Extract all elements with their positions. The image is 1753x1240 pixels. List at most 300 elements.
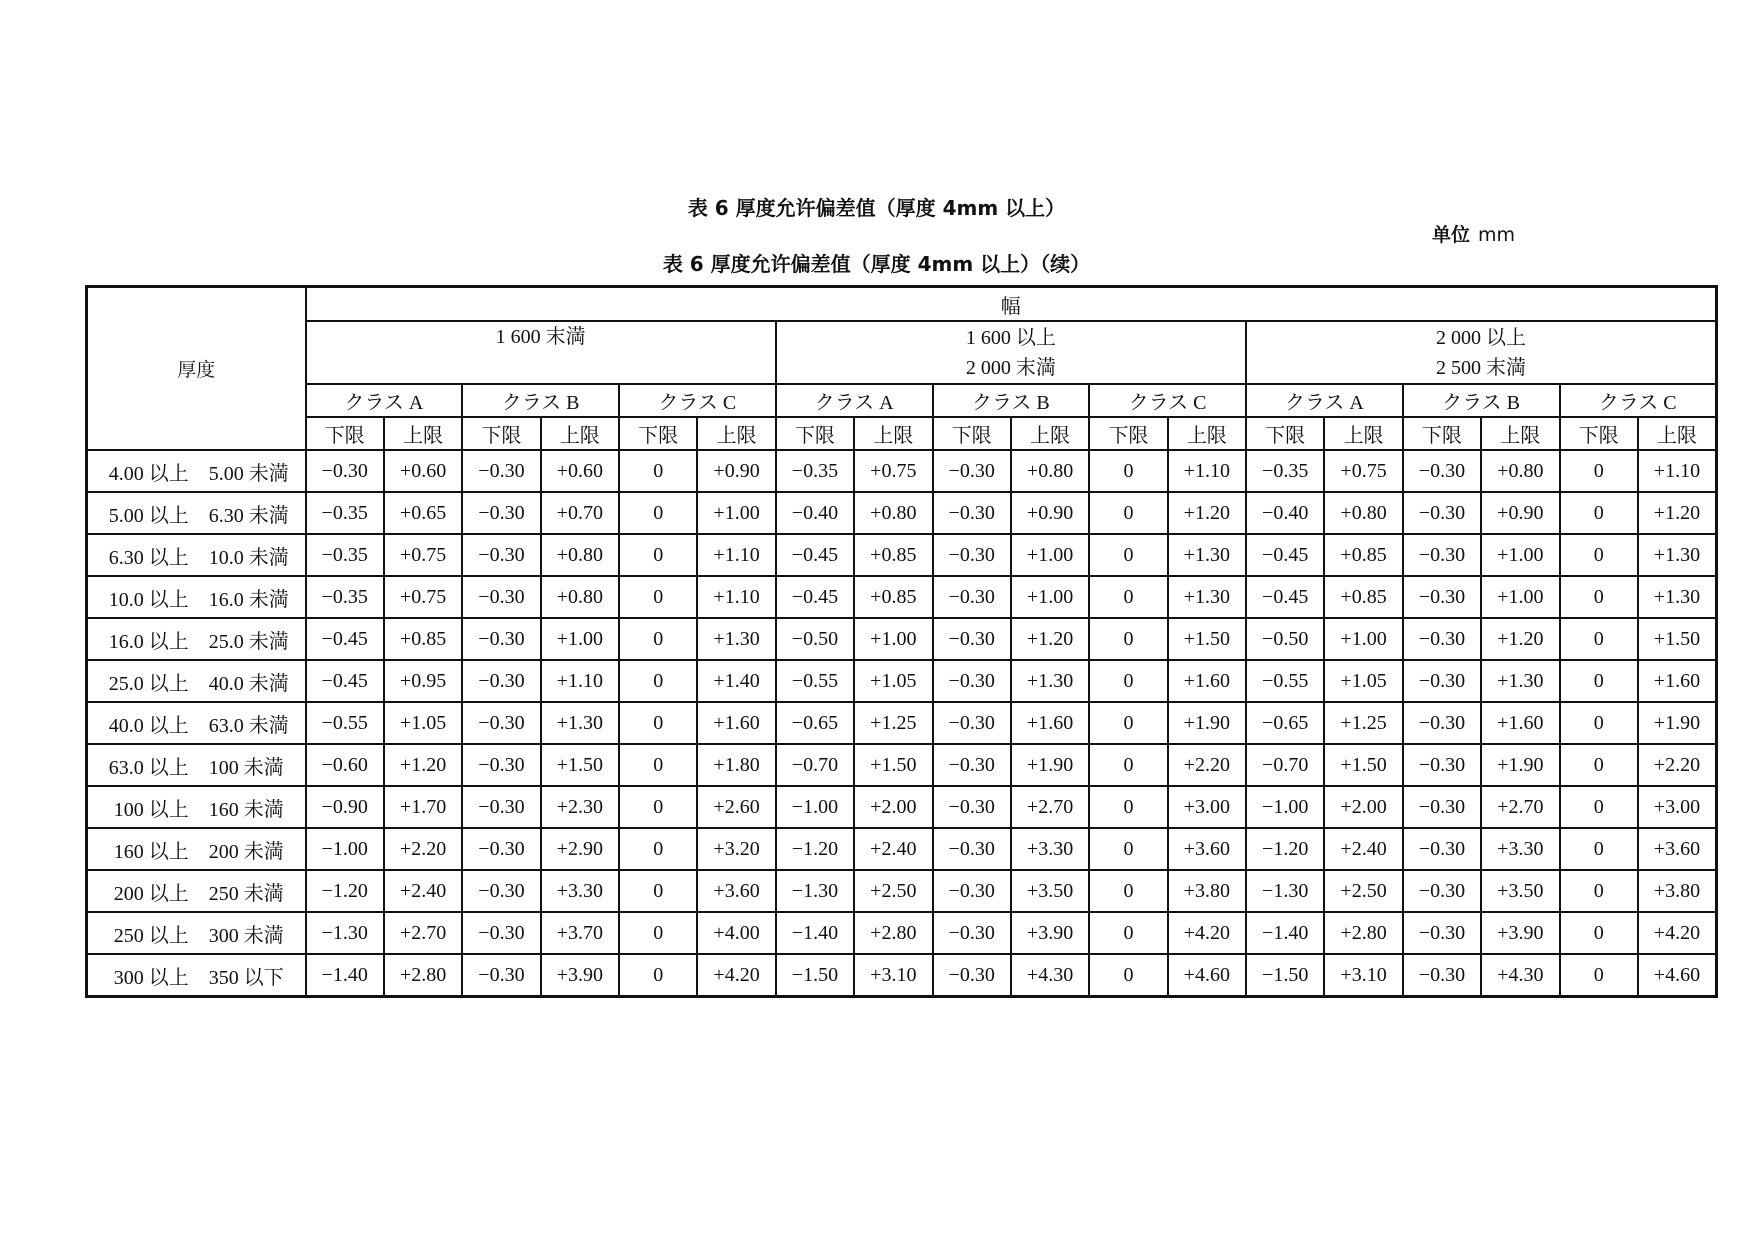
class-header: クラス B [462, 384, 619, 417]
lower-limit-cell: 0 [619, 618, 697, 660]
lower-limit-cell: −0.50 [1246, 618, 1324, 660]
upper-limit-cell: +2.80 [384, 954, 462, 997]
lower-limit-cell: 0 [1560, 534, 1638, 576]
upper-limit-cell: +1.20 [1638, 492, 1717, 534]
lower-limit-cell: −0.45 [1246, 576, 1324, 618]
class-header: クラス C [1560, 384, 1717, 417]
thickness-to: 5.00 未満 [208, 462, 289, 485]
lower-limit-cell: −0.30 [1403, 702, 1481, 744]
lower-limit-cell: −0.30 [933, 912, 1011, 954]
lower-limit-cell: −1.40 [306, 954, 384, 997]
width-group-header [776, 321, 1246, 384]
thickness-to: 300 未満 [208, 924, 284, 947]
lower-limit-cell: 0 [1089, 744, 1167, 786]
unit-caption: 单位 [1432, 224, 1471, 246]
lower-limit-cell: 0 [619, 786, 697, 828]
upper-limit-cell: +2.40 [1324, 828, 1402, 870]
lower-limit-cell: −0.60 [306, 744, 384, 786]
lower-limit-cell: −0.45 [306, 618, 384, 660]
lower-limit-cell: −1.30 [1246, 870, 1324, 912]
upper-limit-cell: +3.20 [697, 828, 775, 870]
lower-limit-cell: 0 [1560, 870, 1638, 912]
upper-limit-cell: +3.30 [1011, 828, 1089, 870]
lower-limit-cell: 0 [1560, 912, 1638, 954]
table-row [87, 576, 1717, 618]
class-header: クラス B [933, 384, 1090, 417]
thickness-from: 300 以上 [113, 966, 189, 989]
table-row [87, 450, 1717, 492]
upper-limit-cell: +1.40 [697, 660, 775, 702]
unit-label [1432, 220, 1515, 247]
lower-limit-cell: −0.30 [306, 450, 384, 492]
upper-limit-cell: +3.60 [1638, 828, 1717, 870]
lower-limit-cell: −1.50 [776, 954, 854, 997]
lower-limit-header: 下限 [1089, 417, 1167, 450]
upper-limit-cell: +3.00 [1168, 786, 1246, 828]
upper-limit-cell: +3.70 [541, 912, 619, 954]
upper-limit-cell: +1.05 [384, 702, 462, 744]
thickness-to: 25.0 未満 [208, 630, 289, 653]
lower-limit-cell: 0 [1089, 828, 1167, 870]
lower-limit-cell: −0.30 [1403, 744, 1481, 786]
thickness-from: 25.0 以上 [108, 672, 189, 695]
upper-limit-cell: +0.80 [541, 576, 619, 618]
upper-limit-cell: +1.30 [541, 702, 619, 744]
lower-limit-cell: 0 [619, 702, 697, 744]
thickness-range [87, 660, 306, 702]
upper-limit-cell: +1.30 [697, 618, 775, 660]
lower-limit-cell: −0.35 [306, 576, 384, 618]
thickness-range [87, 954, 306, 997]
upper-limit-cell: +3.90 [1011, 912, 1089, 954]
thickness-from: 100 以上 [113, 798, 189, 821]
lower-limit-cell: 0 [619, 492, 697, 534]
lower-limit-cell: −0.30 [462, 450, 540, 492]
upper-limit-cell: +0.70 [541, 492, 619, 534]
upper-limit-cell: +2.70 [384, 912, 462, 954]
upper-limit-header: 上限 [1011, 417, 1089, 450]
upper-limit-cell: +0.80 [541, 534, 619, 576]
upper-limit-cell: +0.90 [1481, 492, 1559, 534]
upper-limit-cell: +0.90 [697, 450, 775, 492]
lower-limit-cell: −0.35 [306, 492, 384, 534]
upper-limit-cell: +3.30 [1481, 828, 1559, 870]
lower-limit-cell: −0.30 [462, 828, 540, 870]
lower-limit-cell: 0 [619, 744, 697, 786]
lower-limit-cell: 0 [1560, 702, 1638, 744]
lower-limit-cell: 0 [1560, 450, 1638, 492]
table-row [87, 870, 1717, 912]
upper-limit-cell: +1.90 [1481, 744, 1559, 786]
lower-limit-cell: −0.30 [1403, 450, 1481, 492]
lower-limit-cell: −0.65 [776, 702, 854, 744]
upper-limit-cell: +0.85 [384, 618, 462, 660]
lower-limit-cell: −0.40 [776, 492, 854, 534]
lower-limit-cell: 0 [619, 450, 697, 492]
upper-limit-header: 上限 [854, 417, 932, 450]
lower-limit-cell: 0 [1089, 954, 1167, 997]
upper-limit-cell: +2.00 [1324, 786, 1402, 828]
table-row [87, 744, 1717, 786]
class-header: クラス B [1403, 384, 1560, 417]
thickness-from: 10.0 以上 [108, 588, 189, 611]
lower-limit-cell: −1.00 [776, 786, 854, 828]
upper-limit-cell: +2.80 [1324, 912, 1402, 954]
upper-limit-cell: +0.75 [854, 450, 932, 492]
width-group-header [306, 321, 776, 384]
upper-limit-cell: +2.50 [854, 870, 932, 912]
lower-limit-cell: −0.45 [306, 660, 384, 702]
lower-limit-cell: −0.30 [462, 786, 540, 828]
upper-limit-cell: +1.10 [697, 576, 775, 618]
lower-limit-cell: −0.30 [1403, 828, 1481, 870]
class-header: クラス C [619, 384, 776, 417]
upper-limit-cell: +0.85 [1324, 534, 1402, 576]
upper-limit-header: 上限 [1481, 417, 1559, 450]
upper-limit-cell: +1.00 [854, 618, 932, 660]
lower-limit-cell: −0.30 [462, 702, 540, 744]
lower-limit-cell: −0.30 [933, 744, 1011, 786]
width-group-line1: 2 000 以上 [1436, 326, 1526, 349]
upper-limit-cell: +2.50 [1324, 870, 1402, 912]
table-row [87, 786, 1717, 828]
upper-limit-cell: +3.90 [1481, 912, 1559, 954]
upper-limit-header: 上限 [1638, 417, 1717, 450]
upper-limit-cell: +1.60 [697, 702, 775, 744]
lower-limit-cell: −0.35 [776, 450, 854, 492]
upper-limit-cell: +1.10 [541, 660, 619, 702]
upper-limit-cell: +1.10 [1168, 450, 1246, 492]
upper-limit-cell: +1.10 [1638, 450, 1717, 492]
thickness-range [87, 912, 306, 954]
lower-limit-cell: −0.30 [933, 492, 1011, 534]
upper-limit-cell: +1.10 [697, 534, 775, 576]
upper-limit-cell: +1.90 [1011, 744, 1089, 786]
upper-limit-cell: +1.90 [1168, 702, 1246, 744]
lower-limit-header: 下限 [306, 417, 384, 450]
upper-limit-cell: +3.10 [854, 954, 932, 997]
lower-limit-cell: −0.45 [776, 576, 854, 618]
lower-limit-header: 下限 [462, 417, 540, 450]
upper-limit-cell: +1.50 [541, 744, 619, 786]
lower-limit-cell: −0.35 [306, 534, 384, 576]
lower-limit-cell: 0 [619, 576, 697, 618]
thickness-to: 10.0 未満 [208, 546, 289, 569]
lower-limit-header: 下限 [1560, 417, 1638, 450]
upper-limit-cell: +3.90 [541, 954, 619, 997]
upper-limit-cell: +3.50 [1011, 870, 1089, 912]
upper-limit-cell: +1.60 [1481, 702, 1559, 744]
lower-limit-cell: 0 [1560, 576, 1638, 618]
table-row [87, 702, 1717, 744]
upper-limit-cell: +4.20 [697, 954, 775, 997]
lower-limit-cell: −0.30 [1403, 534, 1481, 576]
unit-value: mm [1478, 224, 1516, 246]
lower-limit-header: 下限 [1246, 417, 1324, 450]
lower-limit-cell: −0.70 [776, 744, 854, 786]
header-row-limits [87, 417, 1717, 450]
lower-limit-cell: −0.30 [1403, 618, 1481, 660]
width-group-line2: 2 000 末満 [965, 356, 1056, 379]
upper-limit-cell: +0.75 [384, 576, 462, 618]
lower-limit-cell: −0.45 [776, 534, 854, 576]
upper-limit-cell: +1.60 [1168, 660, 1246, 702]
header-row-width-groups [87, 321, 1717, 384]
lower-limit-cell: −0.30 [1403, 660, 1481, 702]
upper-limit-cell: +1.20 [1168, 492, 1246, 534]
class-header: クラス C [1089, 384, 1246, 417]
upper-limit-cell: +1.80 [697, 744, 775, 786]
header-row-classes [87, 384, 1717, 417]
thickness-to: 16.0 未満 [208, 588, 289, 611]
upper-limit-cell: +1.00 [1481, 576, 1559, 618]
lower-limit-cell: 0 [1560, 618, 1638, 660]
lower-limit-cell: −0.30 [933, 534, 1011, 576]
lower-limit-cell: −0.30 [933, 786, 1011, 828]
lower-limit-cell: 0 [1089, 786, 1167, 828]
upper-limit-cell: +0.65 [384, 492, 462, 534]
lower-limit-cell: 0 [1089, 618, 1167, 660]
upper-limit-cell: +2.70 [1011, 786, 1089, 828]
upper-limit-cell: +2.70 [1481, 786, 1559, 828]
upper-limit-cell: +0.95 [384, 660, 462, 702]
table-row [87, 492, 1717, 534]
upper-limit-cell: +4.30 [1011, 954, 1089, 997]
thickness-range [87, 828, 306, 870]
lower-limit-cell: −0.55 [1246, 660, 1324, 702]
upper-limit-cell: +1.00 [1481, 534, 1559, 576]
upper-limit-cell: +2.60 [697, 786, 775, 828]
upper-limit-cell: +2.30 [541, 786, 619, 828]
upper-limit-cell: +1.70 [384, 786, 462, 828]
thickness-to: 250 未満 [208, 882, 284, 905]
upper-limit-cell: +1.60 [1638, 660, 1717, 702]
thickness-from: 6.30 以上 [108, 546, 189, 569]
upper-limit-cell: +1.30 [1168, 534, 1246, 576]
lower-limit-cell: −0.55 [776, 660, 854, 702]
upper-limit-cell: +0.80 [854, 492, 932, 534]
lower-limit-cell: 0 [1089, 702, 1167, 744]
table-row [87, 618, 1717, 660]
width-group-line1: 1 600 末満 [495, 326, 586, 348]
thickness-range [87, 618, 306, 660]
lower-limit-cell: −0.70 [1246, 744, 1324, 786]
lower-limit-cell: −0.30 [462, 954, 540, 997]
upper-limit-cell: +0.80 [1324, 492, 1402, 534]
table-row [87, 534, 1717, 576]
width-group-line1: 1 600 以上 [965, 326, 1056, 349]
upper-limit-cell: +3.50 [1481, 870, 1559, 912]
lower-limit-cell: −1.20 [776, 828, 854, 870]
lower-limit-cell: −1.20 [1246, 828, 1324, 870]
lower-limit-cell: −0.30 [933, 828, 1011, 870]
upper-limit-cell: +2.40 [384, 870, 462, 912]
upper-limit-cell: +1.00 [1011, 534, 1089, 576]
upper-limit-cell: +0.80 [1481, 450, 1559, 492]
lower-limit-cell: −0.40 [1246, 492, 1324, 534]
lower-limit-cell: 0 [1089, 870, 1167, 912]
width-group-header [1246, 321, 1717, 384]
lower-limit-cell: −0.30 [462, 618, 540, 660]
class-header: クラス A [306, 384, 463, 417]
lower-limit-cell: −0.65 [1246, 702, 1324, 744]
lower-limit-cell: 0 [1560, 492, 1638, 534]
thickness-from: 5.00 以上 [108, 504, 189, 527]
lower-limit-cell: −0.30 [1403, 576, 1481, 618]
upper-limit-cell: +1.25 [1324, 702, 1402, 744]
lower-limit-cell: −0.30 [933, 870, 1011, 912]
lower-limit-cell: −0.30 [933, 954, 1011, 997]
thickness-from: 16.0 以上 [108, 630, 189, 653]
upper-limit-cell: +1.20 [384, 744, 462, 786]
thickness-from: 63.0 以上 [108, 756, 189, 779]
thickness-range [87, 450, 306, 492]
lower-limit-cell: 0 [619, 534, 697, 576]
lower-limit-cell: 0 [619, 870, 697, 912]
upper-limit-header: 上限 [697, 417, 775, 450]
lower-limit-cell: 0 [1089, 912, 1167, 954]
lower-limit-cell: −0.30 [462, 744, 540, 786]
thickness-from: 4.00 以上 [108, 462, 189, 485]
upper-limit-cell: +1.05 [1324, 660, 1402, 702]
class-header: クラス A [776, 384, 933, 417]
thickness-to: 40.0 未満 [208, 672, 289, 695]
lower-limit-cell: −0.30 [933, 702, 1011, 744]
thickness-to: 100 未満 [208, 756, 284, 779]
upper-limit-cell: +0.60 [384, 450, 462, 492]
upper-limit-cell: +3.00 [1638, 786, 1717, 828]
lower-limit-cell: 0 [619, 912, 697, 954]
lower-limit-cell: 0 [1560, 744, 1638, 786]
upper-limit-cell: +1.90 [1638, 702, 1717, 744]
upper-limit-cell: +1.50 [1168, 618, 1246, 660]
lower-limit-cell: 0 [619, 828, 697, 870]
upper-limit-cell: +3.30 [541, 870, 619, 912]
upper-limit-cell: +4.60 [1638, 954, 1717, 997]
thickness-from: 160 以上 [113, 840, 189, 863]
upper-limit-cell: +4.20 [1168, 912, 1246, 954]
lower-limit-cell: 0 [1089, 534, 1167, 576]
thickness-range [87, 786, 306, 828]
upper-limit-cell: +1.30 [1168, 576, 1246, 618]
upper-limit-cell: +1.20 [1481, 618, 1559, 660]
lower-limit-cell: −0.90 [306, 786, 384, 828]
lower-limit-cell: −1.30 [776, 870, 854, 912]
upper-limit-cell: +0.85 [1324, 576, 1402, 618]
upper-limit-cell: +3.60 [1168, 828, 1246, 870]
upper-limit-cell: +1.00 [697, 492, 775, 534]
upper-limit-cell: +1.30 [1638, 534, 1717, 576]
upper-limit-cell: +0.90 [1011, 492, 1089, 534]
upper-limit-cell: +1.60 [1011, 702, 1089, 744]
thickness-from: 40.0 以上 [108, 714, 189, 737]
lower-limit-cell: −0.30 [933, 576, 1011, 618]
upper-limit-cell: +0.75 [1324, 450, 1402, 492]
upper-limit-cell: +2.80 [854, 912, 932, 954]
lower-limit-header: 下限 [776, 417, 854, 450]
thickness-range [87, 576, 306, 618]
thickness-to: 160 未満 [208, 798, 284, 821]
upper-limit-cell: +2.40 [854, 828, 932, 870]
upper-limit-cell: +1.50 [854, 744, 932, 786]
lower-limit-cell: 0 [1560, 828, 1638, 870]
lower-limit-cell: 0 [1089, 660, 1167, 702]
upper-limit-cell: +2.20 [1638, 744, 1717, 786]
lower-limit-cell: −0.30 [1403, 954, 1481, 997]
lower-limit-cell: −0.30 [1403, 786, 1481, 828]
upper-limit-header: 上限 [1324, 417, 1402, 450]
lower-limit-cell: −0.30 [462, 870, 540, 912]
table-row [87, 912, 1717, 954]
lower-limit-cell: −0.45 [1246, 534, 1324, 576]
upper-limit-cell: +3.80 [1168, 870, 1246, 912]
upper-limit-cell: +1.20 [1011, 618, 1089, 660]
upper-limit-cell: +1.00 [1324, 618, 1402, 660]
upper-limit-header: 上限 [541, 417, 619, 450]
lower-limit-cell: 0 [1560, 660, 1638, 702]
upper-limit-cell: +1.50 [1638, 618, 1717, 660]
lower-limit-cell: −0.35 [1246, 450, 1324, 492]
lower-limit-cell: −1.00 [1246, 786, 1324, 828]
upper-limit-cell: +0.85 [854, 576, 932, 618]
thickness-from: 200 以上 [113, 882, 189, 905]
upper-limit-cell: +2.90 [541, 828, 619, 870]
upper-limit-cell: +4.60 [1168, 954, 1246, 997]
upper-limit-cell: +1.00 [1011, 576, 1089, 618]
upper-limit-cell: +1.00 [541, 618, 619, 660]
table-row [87, 660, 1717, 702]
lower-limit-cell: −0.50 [776, 618, 854, 660]
upper-limit-cell: +4.20 [1638, 912, 1717, 954]
lower-limit-cell: −0.30 [933, 660, 1011, 702]
upper-limit-cell: +0.60 [541, 450, 619, 492]
lower-limit-cell: 0 [1089, 450, 1167, 492]
upper-limit-header: 上限 [1168, 417, 1246, 450]
lower-limit-cell: −0.30 [933, 618, 1011, 660]
tolerance-table [85, 285, 1718, 998]
upper-limit-cell: +1.05 [854, 660, 932, 702]
upper-limit-cell: +0.85 [854, 534, 932, 576]
table-title: 表 6 厚度允许偏差值（厚度 4mm 以上） [687, 196, 1066, 220]
thickness-range [87, 870, 306, 912]
upper-limit-cell: +2.00 [854, 786, 932, 828]
thickness-to: 6.30 未満 [208, 504, 289, 527]
lower-limit-cell: −1.20 [306, 870, 384, 912]
upper-limit-header: 上限 [384, 417, 462, 450]
thickness-from: 250 以上 [113, 924, 189, 947]
upper-limit-cell: +0.75 [384, 534, 462, 576]
upper-limit-cell: +2.20 [1168, 744, 1246, 786]
width-group-line2: 2 500 末満 [1436, 356, 1526, 379]
upper-limit-cell: +4.30 [1481, 954, 1559, 997]
lower-limit-cell: −1.00 [306, 828, 384, 870]
lower-limit-cell: −0.30 [933, 450, 1011, 492]
lower-limit-cell: −0.30 [1403, 870, 1481, 912]
lower-limit-cell: 0 [1560, 786, 1638, 828]
lower-limit-cell: −0.30 [462, 534, 540, 576]
lower-limit-cell: 0 [619, 954, 697, 997]
lower-limit-cell: −0.55 [306, 702, 384, 744]
lower-limit-cell: −0.30 [462, 912, 540, 954]
upper-limit-cell: +4.00 [697, 912, 775, 954]
upper-limit-cell: +1.25 [854, 702, 932, 744]
lower-limit-cell: −0.30 [462, 576, 540, 618]
lower-limit-cell: 0 [1089, 492, 1167, 534]
thickness-to: 350 以下 [208, 966, 284, 989]
upper-limit-cell: +1.30 [1011, 660, 1089, 702]
lower-limit-cell: −1.40 [776, 912, 854, 954]
upper-limit-cell: +1.30 [1481, 660, 1559, 702]
